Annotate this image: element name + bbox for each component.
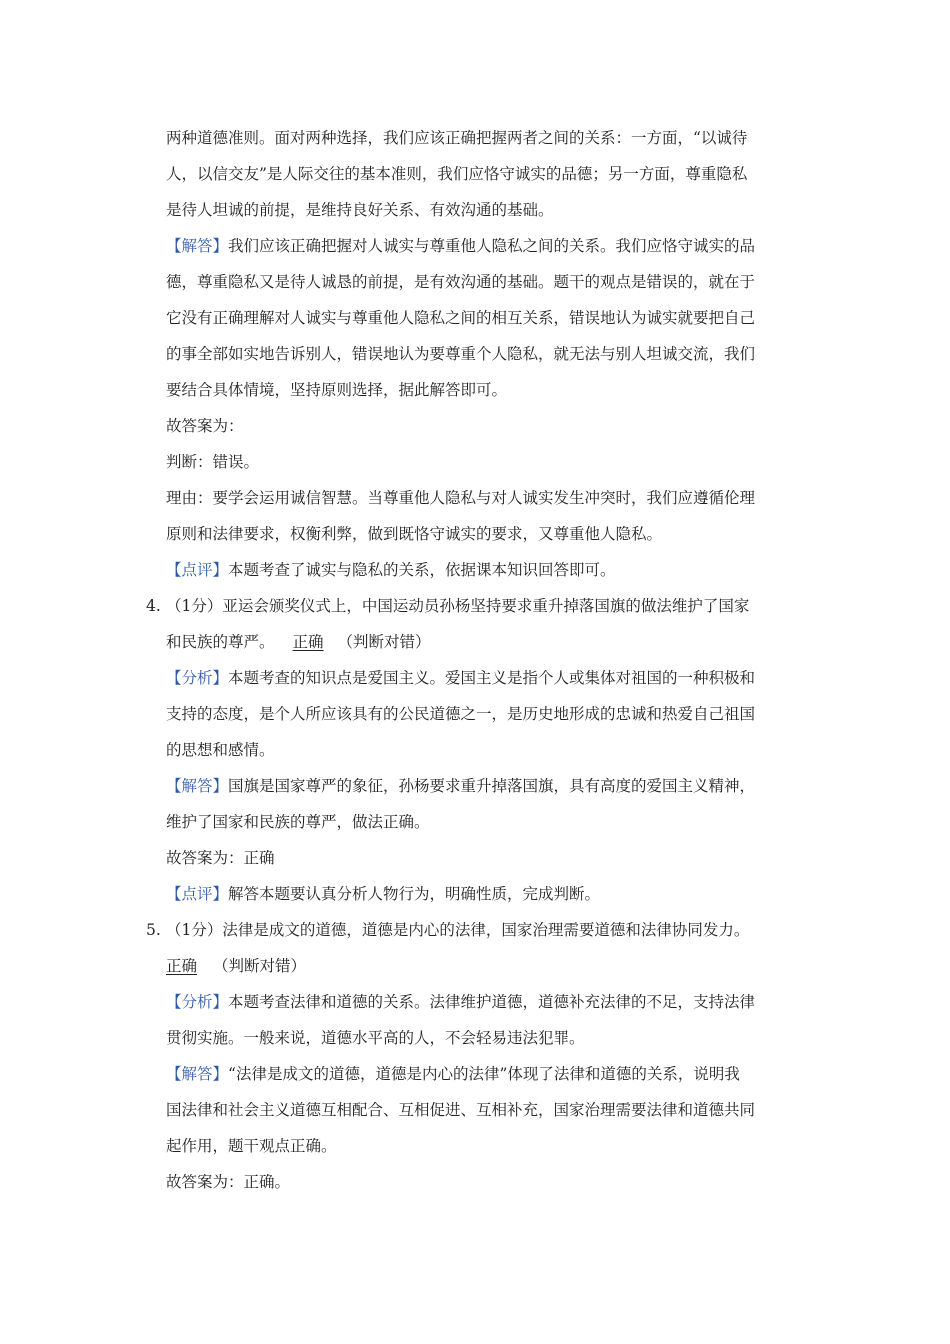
q3-answer-line: 德，尊重隐私又是待人诚恳的前提，是有效沟通的基础。题干的观点是错误的，就在于 [166,273,756,291]
q5-result: 故答案为：正确。 [166,1173,291,1191]
q5-analysis-text: 本题考查法律和道德的关系。法律维护道德，道德补充法律的不足，支持法律 [228,993,756,1011]
q5-answer-line [146,1056,805,1092]
q4-analysis-line: 的思想和感情。 [166,741,275,759]
q3-judgment: 判断：错误。 [166,453,260,471]
q5-stem-text: （1分）法律是成文的道德，道德是内心的法律，国家治理需要道德和法律协同发力。 [166,921,750,939]
q4-review-text: 解答本题要认真分析人物行为，明确性质，完成判断。 [228,885,601,903]
q3-reason-line: 理由：要学会运用诚信智慧。当尊重他人隐私与对人诚实发生冲突时，我们应遵循伦理 [166,489,756,507]
q5-answer-text: “法律是成文的道德，道德是内心的法律”体现了法律和道德的关系，说明我 [228,1065,740,1083]
q5-analysis-line [146,984,805,1020]
q4-analysis-line [146,660,805,696]
q5-answer-line: 国法律和社会主义道德互相配合、互相促进、互相补充，国家治理需要法律和道德共同 [166,1101,756,1119]
q4-answer-text: 国旗是国家尊严的象征，孙杨要求重升掉落国旗，具有高度的爱国主义精神， [228,777,756,795]
q4-result: 故答案为：正确 [166,849,275,867]
review-tag: 【点评】 [166,885,229,903]
answer-tag: 【解答】 [166,777,229,795]
answer-tag: 【解答】 [166,237,229,255]
q5-answer-blank: 正确 [166,957,198,975]
q4-stem-line [146,588,805,624]
q5-answer-line: 起作用，题干观点正确。 [166,1137,337,1155]
analysis-line: 人，以信交友”是人际交往的基本准则，我们应恪守诚实的品德；另一方面，尊重隐私 [166,165,748,183]
q4-analysis-line: 支持的态度，是个人所应该具有的公民道德之一，是历史地形成的忠诚和热爱自己祖国 [166,705,756,723]
q3-answer-text: 我们应该正确把握对人诚实与尊重他人隐私之间的关系。我们应恪守诚实的品 [228,237,756,255]
analysis-line: 两种道德准则。面对两种选择，我们应该正确把握两者之间的关系：一方面，“以诚待 [166,129,748,147]
q4-answer-line: 维护了国家和民族的尊严，做法正确。 [166,813,430,831]
q4-stem-text: 和民族的尊严。 [166,633,275,651]
q5-stem-line [146,948,805,984]
q3-review-text: 本题考查了诚实与隐私的关系，依据课本知识回答即可。 [228,561,616,579]
q3-answer-line: 的事全部如实地告诉别人，错误地认为要尊重个人隐私，就无法与别人坦诚交流，我们 [166,345,756,363]
q4-stem-text: （1分）亚运会颁奖仪式上，中国运动员孙杨坚持要求重升掉落国旗的做法维护了国家 [166,597,750,615]
q4-review-line [146,876,805,912]
q3-answer-line: 要结合具体情境，坚持原则选择，据此解答即可。 [166,381,508,399]
q5-number: 5. [146,921,161,939]
answer-tag: 【解答】 [166,1065,229,1083]
q4-answer-line [146,768,805,804]
analysis-tag: 【分析】 [166,993,229,1011]
q3-result-label: 故答案为： [166,417,244,435]
q4-analysis-text: 本题考查的知识点是爱国主义。爱国主义是指个人或集体对祖国的一种积极和 [228,669,756,687]
q5-stem-line [146,912,805,948]
q3-answer-line: 它没有正确理解对人诚实与尊重他人隐私之间的相互关系，错误地认为诚实就要把自己 [166,309,756,327]
q4-stem-line [146,624,805,660]
q4-answer-blank: 正确 [292,633,324,651]
q4-suffix: （判断对错） [337,633,431,651]
analysis-line: 是待人坦诚的前提，是维持良好关系、有效沟通的基础。 [166,201,554,219]
q3-answer-line [146,228,805,264]
analysis-tag: 【分析】 [166,669,229,687]
q3-reason-line: 原则和法律要求，权衡利弊，做到既恪守诚实的要求，又尊重他人隐私。 [166,525,663,543]
q3-review-line [146,552,805,588]
review-tag: 【点评】 [166,561,229,579]
q5-suffix: （判断对错） [213,957,307,975]
q5-analysis-line: 贯彻实施。一般来说，道德水平高的人，不会轻易违法犯罪。 [166,1029,585,1047]
q4-number: 4. [146,597,161,615]
